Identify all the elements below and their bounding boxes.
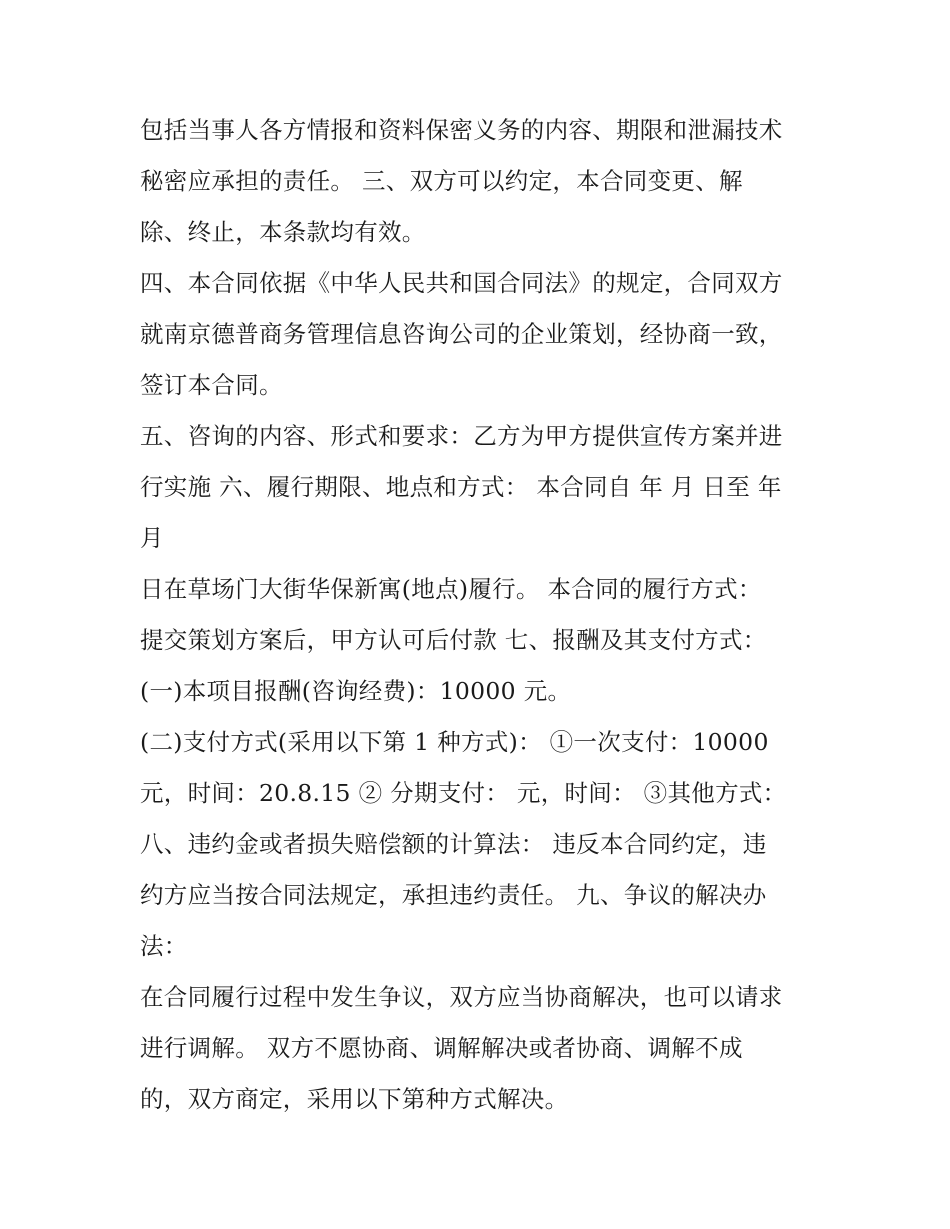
text-line: 四、本合同依据《中华人民共和国合同法》的规定，合同双方 (140, 269, 783, 297)
text-line: 元，时间：20.8.15 ② 分期支付： 元，时间： ③其他方式： (140, 779, 787, 807)
text-line: 就南京德普商务管理信息咨询公司的企业策划，经协商一致， (140, 320, 783, 348)
text-line: 日在草场门大街华保新寓(地点)履行。 本合同的履行方式： (140, 575, 762, 603)
text-line: 秘密应承担的责任。 三、双方可以约定，本合同变更、解 (140, 167, 743, 195)
text-line: 签订本合同。 (140, 371, 283, 399)
text-line: 法： (140, 932, 188, 960)
text-line: 包括当事人各方情报和资料保密义务的内容、期限和泄漏技术 (140, 116, 783, 144)
text-line: 的，双方商定，采用以下第种方式解决。 (140, 1085, 569, 1113)
text-line: 五、咨询的内容、形式和要求：乙方为甲方提供宣传方案并进 (140, 422, 783, 450)
text-line: 提交策划方案后，甲方认可后付款 七、报酬及其支付方式： (140, 626, 767, 654)
text-line: 八、违约金或者损失赔偿额的计算法： 违反本合同约定，违 (140, 830, 767, 858)
text-line: 进行调解。 双方不愿协商、调解解决或者协商、调解不成 (140, 1034, 743, 1062)
text-line: 行实施 六、履行期限、地点和方式： 本合同自 年 月 日至 年 (140, 473, 782, 501)
text-line: 在合同履行过程中发生争议，双方应当协商解决，也可以请求 (140, 983, 783, 1011)
text-line: 除、终止，本条款均有效。 (140, 218, 426, 246)
text-line: (二)支付方式(采用以下第 1 种方式)： ①一次支付：10000 (140, 728, 769, 756)
document-body (140, 105, 830, 1125)
text-line: 约方应当按合同法规定，承担违约责任。 九、争议的解决办 (140, 881, 767, 909)
text-line: 月 (140, 524, 164, 552)
text-line: (一)本项目报酬(咨询经费)：10000 元。 (140, 677, 572, 705)
